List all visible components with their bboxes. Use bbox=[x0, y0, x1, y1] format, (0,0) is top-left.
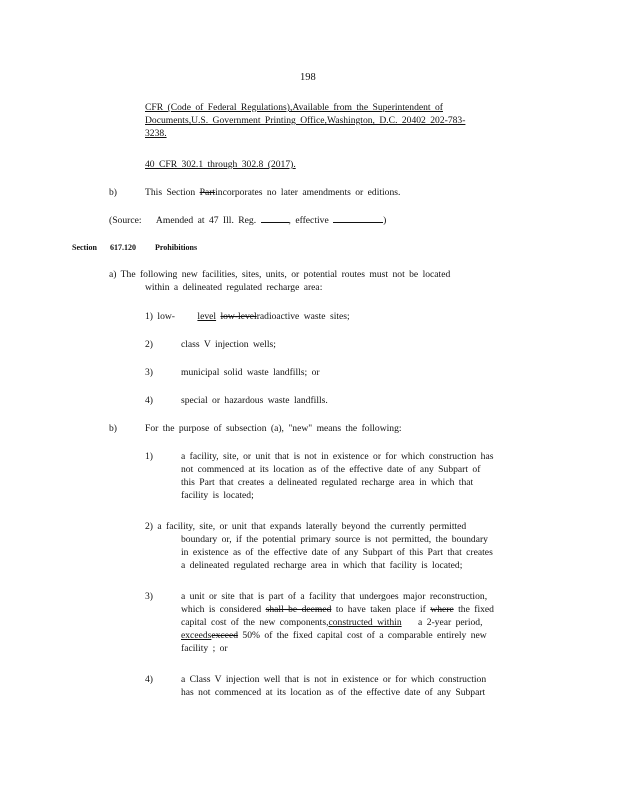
section-label: Section bbox=[72, 243, 97, 252]
cfr-line-3: 3238. bbox=[145, 128, 167, 139]
b4-line2: has not commenced at its location as of the effective date of any Subpart bbox=[181, 687, 486, 698]
b3-text bbox=[181, 590, 494, 655]
list-item-1-prefix: low- bbox=[157, 311, 175, 322]
list-item-1-label: 1) bbox=[145, 311, 153, 322]
b1-text bbox=[181, 450, 493, 502]
b-clause-text bbox=[145, 186, 400, 199]
b-clause-struck: Part bbox=[199, 187, 216, 198]
b3-line2-c: the fixed bbox=[458, 604, 494, 615]
b3-line5: facility ; or bbox=[181, 643, 228, 654]
b3-line4 bbox=[181, 629, 494, 642]
b4-line1: a Class V injection well that is not in existence or for which construction bbox=[181, 674, 487, 685]
cfr-line-2: Documents,U.S. Government Printing Office,Washington, D.C. 20402 202-783- bbox=[145, 115, 466, 126]
b2-line2: boundary or, if the potential primary source is not permitted, the boundary bbox=[181, 534, 488, 545]
b1-line2: not commenced at its location as of the effective date of any Subpart of bbox=[181, 464, 481, 475]
page-number: 198 bbox=[300, 72, 316, 83]
b3-line2-a: which is considered bbox=[181, 604, 262, 615]
list-item-4-text: special or hazardous waste landfills. bbox=[181, 395, 328, 406]
list-item-2-text: class V injection wells; bbox=[181, 339, 276, 350]
list-item-3-label: 3) bbox=[145, 367, 153, 378]
b3-line4-struck: exceed bbox=[211, 630, 239, 641]
b1-line4: facility is located; bbox=[181, 490, 254, 501]
cfr-citation: 40 CFR 302.1 through 302.8 (2017). bbox=[145, 159, 296, 170]
list-item-1-inserted: level bbox=[197, 311, 217, 322]
b3-line3-inserted: constructed within bbox=[328, 617, 402, 628]
b3-line2-struck2: where bbox=[430, 604, 454, 615]
source-blank-reg bbox=[261, 213, 289, 223]
list-item-1 bbox=[145, 310, 350, 323]
list-item-1-struck: low-level bbox=[220, 311, 257, 322]
subsection-b-text: For the purpose of subsection (a), "new" means the following: bbox=[145, 423, 402, 434]
b1-line1: a facility, site, or unit that is not in existence or for which construction has bbox=[181, 451, 494, 462]
b3-line4-b: 50% of the fixed capital cost of a comparable entirely new bbox=[242, 630, 487, 641]
cfr-line-1: CFR (Code of Federal Regulations),Available from the Superintendent of bbox=[145, 102, 443, 113]
source-open: (Source: bbox=[109, 215, 142, 226]
subsection-b-label: b) bbox=[109, 423, 117, 434]
source-blank-date bbox=[333, 213, 383, 223]
source-comma: , bbox=[288, 215, 291, 226]
list-item-1-text: radioactive waste sites; bbox=[256, 311, 350, 322]
b2-line4: a delineated regulated recharge area in which that facility is located; bbox=[181, 560, 463, 571]
source-amended: Amended at 47 Ill. Reg. bbox=[155, 215, 257, 226]
b3-line3-b: a 2-year period, bbox=[418, 617, 483, 628]
b3-line4-a: exceeds bbox=[181, 630, 212, 641]
b4-text bbox=[181, 673, 486, 699]
b2-line1: 2) a facility, site, or unit that expands laterally beyond the currently permitted bbox=[145, 521, 467, 532]
subsection-a-line1: a) The following new facilities, sites, units, or potential routes must not be located bbox=[109, 269, 451, 280]
list-item-4-label: 4) bbox=[145, 395, 153, 406]
b3-line3 bbox=[181, 616, 494, 629]
section-number: 617.120 bbox=[110, 243, 136, 252]
b3-line2-struck: shall be deemed bbox=[265, 604, 332, 615]
b-clause-before: This Section bbox=[145, 187, 196, 198]
b3-line1: a unit or site that is part of a facility that undergoes major reconstruction, bbox=[181, 591, 488, 602]
b2-cont bbox=[181, 533, 493, 572]
b-clause-label: b) bbox=[109, 187, 117, 198]
subsection-a-line2: within a delineated regulated recharge area: bbox=[145, 282, 323, 293]
b3-label: 3) bbox=[145, 591, 153, 602]
b3-line3-a: capital cost of the new components, bbox=[181, 617, 329, 628]
b4-label: 4) bbox=[145, 674, 153, 685]
b2-line3: in existence as of the effective date of any Subpart of this Part that creates bbox=[181, 547, 493, 558]
source-effective: effective bbox=[295, 215, 329, 226]
source-close: ) bbox=[383, 215, 387, 226]
list-item-2-label: 2) bbox=[145, 339, 153, 350]
b1-line3: this Part that creates a delineated regulated recharge area in which that bbox=[181, 477, 474, 488]
section-title: Prohibitions bbox=[155, 243, 198, 252]
list-item-3-text: municipal solid waste landfills; or bbox=[181, 367, 320, 378]
b1-label: 1) bbox=[145, 451, 153, 462]
b3-line2 bbox=[181, 603, 494, 616]
cfr-reference bbox=[145, 101, 465, 140]
b-clause-after: incorporates no later amendments or editions. bbox=[215, 187, 401, 198]
source-line bbox=[109, 213, 386, 227]
b3-line2-b: to have taken place if bbox=[335, 604, 426, 615]
